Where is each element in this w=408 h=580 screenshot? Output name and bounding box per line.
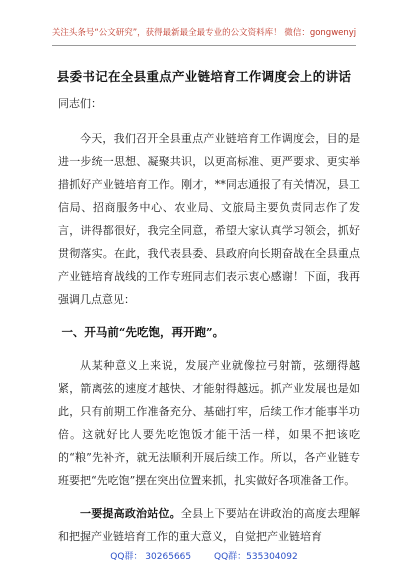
document-title: 县委书记在全县重点产业链培育工作调度会上的讲话 [56,69,352,84]
footer-qq-group-2: QQ群：535304092 [214,552,298,562]
point-text-1: 全县上下要站在讲政治的高度去理解和把握产业链培育工作的重大意义，自觉把产业链培育 [58,507,360,543]
point-paragraph-1 [58,502,360,548]
section-1-paragraph: 从某种意义上来说，发展产业就像拉弓射箭，弦绷得越紧，箭离弦的速度才越快、才能射得越远。抓产业发展也是如此，只有前期工作准备充分、基础打牢，后续工作才能事半功倍。这就好比人要先吃饱饭才能干活一样，如果不把该吃的“粮”先补齐，就无法顺利开展后续工作。所以，各产业链专班要把“先吃饱”摆在突出位置来抓，扎实做好各项准备工作。 [58,359,360,487]
opening-paragraph: 今天，我们召开全县重点产业链培育工作调度会，目的是进一步统一思想、凝聚共识，以更高标准、更严要求、更实举措抓好产业链培育工作。刚才，**同志通报了有关情况，县工信局、招商服务中心、农业局、文旅局主要负责同志作了发言，讲得都很好，我完全同意，希望大家认真学习领会，抓好贯彻落实。在此，我代表县委、县政府向长期奋战在全县重点产业链培育战线的工作专班同志们表示衷心感谢！下面，我再强调几点意见： [58,132,360,306]
footer-qq-group-1: QQ群： 30265665 [110,552,192,562]
document-body [58,92,360,548]
footer-contact [0,549,408,562]
salutation: 同志们： [58,97,102,110]
header-notice: 关注头条号“公文研究”，获得最新最全最专业的公文资料库！ 微信：gongwenyj [51,28,357,38]
section-heading-1: 一、开马前“先吃饱，再开跑”。 [61,325,225,339]
header-divider [52,45,356,46]
point-lead-1: 一要提高政治站位。 [80,507,181,520]
